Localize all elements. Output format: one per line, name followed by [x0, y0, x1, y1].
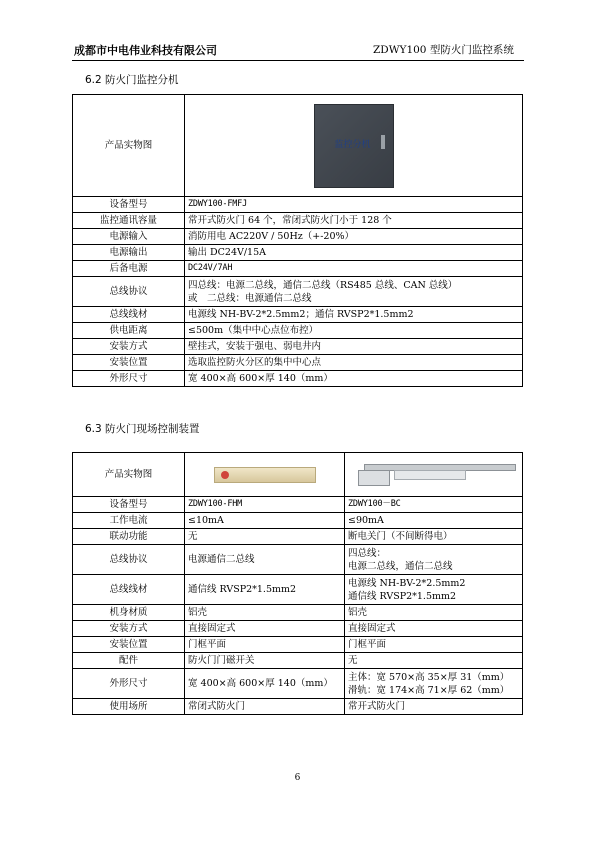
- table-row: [73, 529, 523, 545]
- table-row: [73, 323, 523, 339]
- row-value-line1: 主体：宽 570×高 35×厚 31（mm）: [348, 671, 510, 683]
- table-row: [73, 513, 523, 529]
- table-row: [73, 213, 523, 229]
- row-value-b: 门框平面: [345, 637, 523, 653]
- table-row: [73, 339, 523, 355]
- door-closer-image: [354, 460, 514, 490]
- row-label: 外形尺寸: [73, 669, 185, 699]
- table-row: [73, 307, 523, 323]
- row-value-a: 直接固定式: [185, 621, 345, 637]
- monitor-cabinet-image: [314, 104, 394, 188]
- table-row: [73, 669, 523, 699]
- table-row: [73, 245, 523, 261]
- row-value-b: 铝壳: [345, 605, 523, 621]
- spec-table-monitor-unit: [72, 94, 523, 387]
- cabinet-label: 监控分机: [334, 139, 371, 150]
- page-number: 6: [294, 773, 301, 783]
- table-row: [73, 637, 523, 653]
- product-image-cell: [185, 95, 523, 197]
- system-name: ZDWY100 型防火门监控系统: [373, 44, 514, 56]
- row-value-b: 直接固定式: [345, 621, 523, 637]
- row-value: 宽 400×高 600×厚 140（mm）: [185, 371, 523, 387]
- table-row: [73, 621, 523, 637]
- fhm-logo-dot: [221, 471, 229, 479]
- row-label: 安装位置: [73, 637, 185, 653]
- row-value: 常开式防火门 64 个，常闭式防火门小于 128 个: [185, 213, 523, 229]
- table-row: [73, 371, 523, 387]
- row-value: 壁挂式，安装于强电、弱电井内: [185, 339, 523, 355]
- row-label: 联动功能: [73, 529, 185, 545]
- closer-rail: [394, 470, 466, 480]
- row-value: 选取监控防火分区的集中中心点: [185, 355, 523, 371]
- row-value-b: 无: [345, 653, 523, 669]
- row-label: 设备型号: [73, 197, 185, 213]
- row-value-b: 断电关门（不间断得电）: [345, 529, 523, 545]
- row-value-a: 门框平面: [185, 637, 345, 653]
- row-value: ZDWY100-FMFJ: [185, 197, 523, 213]
- image-row-label: 产品实物图: [73, 95, 185, 197]
- row-label: 安装方式: [73, 339, 185, 355]
- row-value-line1: 四总线：电源二总线，通信二总线（RS485 总线、CAN 总线）: [188, 279, 458, 291]
- row-value: 电源线 NH-BV-2*2.5mm2；通信 RVSP2*1.5mm2: [185, 307, 523, 323]
- row-value-b: [345, 669, 523, 699]
- row-value-a: 防火门门磁开关: [185, 653, 345, 669]
- table-row: [73, 605, 523, 621]
- row-label: 配件: [73, 653, 185, 669]
- row-value-line2: 或 二总线：电源通信二总线: [188, 292, 312, 304]
- row-value-a: 铝壳: [185, 605, 345, 621]
- table-row: [73, 197, 523, 213]
- row-value-a: 无: [185, 529, 345, 545]
- table-row: [73, 653, 523, 669]
- section-heading-6-2: 6.2 防火门监控分机: [85, 74, 179, 86]
- row-label: 总线协议: [73, 277, 185, 307]
- table-row: [73, 355, 523, 371]
- table-row: [73, 277, 523, 307]
- table-row: [73, 95, 523, 197]
- table-row: [73, 453, 523, 497]
- row-value-b: 常开式防火门: [345, 699, 523, 715]
- row-value-b: ≤90mA: [345, 513, 523, 529]
- row-value: 输出 DC24V/15A: [185, 245, 523, 261]
- row-value: ≤500m（集中中心点位布控）: [185, 323, 523, 339]
- row-value: DC24V/7AH: [185, 261, 523, 277]
- product-image-cell: [185, 453, 345, 497]
- row-value-line2: 滑轨：宽 174×高 71×厚 62（mm）: [348, 684, 510, 696]
- row-value-b: ZDWY100－BC: [345, 497, 523, 513]
- row-value: [185, 277, 523, 307]
- row-label: 外形尺寸: [73, 371, 185, 387]
- row-label: 后备电源: [73, 261, 185, 277]
- table-row: [73, 229, 523, 245]
- section-heading-6-3: 6.3 防火门现场控制装置: [85, 423, 200, 435]
- row-label: 电源输入: [73, 229, 185, 245]
- row-value-b: [345, 545, 523, 575]
- image-row-label: 产品实物图: [73, 453, 185, 497]
- row-label: 监控通讯容量: [73, 213, 185, 229]
- header-divider: [72, 60, 524, 61]
- row-label: 使用场所: [73, 699, 185, 715]
- row-value-line2: 电源二总线，通信二总线: [348, 560, 453, 572]
- row-value-a: 电源通信二总线: [185, 545, 345, 575]
- fhm-device-image: [214, 467, 316, 483]
- row-label: 安装方式: [73, 621, 185, 637]
- cabinet-handle: [381, 135, 385, 149]
- row-value-a: ZDWY100-FHM: [185, 497, 345, 513]
- row-value-a: 通信线 RVSP2*1.5mm2: [185, 575, 345, 605]
- row-label: 安装位置: [73, 355, 185, 371]
- row-value-a: ≤10mA: [185, 513, 345, 529]
- product-image-cell: [345, 453, 523, 497]
- row-value-line1: 四总线：: [348, 547, 387, 559]
- table-row: [73, 575, 523, 605]
- row-value-a: 常闭式防火门: [185, 699, 345, 715]
- row-value-line1: 电源线 NH-BV-2*2.5mm2: [348, 577, 466, 589]
- company-name: 成都市中电伟业科技有限公司: [74, 44, 217, 57]
- row-value-b: [345, 575, 523, 605]
- row-label: 工作电流: [73, 513, 185, 529]
- row-label: 总线协议: [73, 545, 185, 575]
- spec-table-field-control: [72, 452, 523, 715]
- table-row: [73, 261, 523, 277]
- table-row: [73, 545, 523, 575]
- row-label: 供电距离: [73, 323, 185, 339]
- row-label: 总线线材: [73, 575, 185, 605]
- row-label: 机身材质: [73, 605, 185, 621]
- row-value-line2: 通信线 RVSP2*1.5mm2: [348, 590, 457, 602]
- row-value: 消防用电 AC220V / 50Hz（+-20%）: [185, 229, 523, 245]
- row-label: 电源输出: [73, 245, 185, 261]
- table-row: [73, 699, 523, 715]
- row-label: 设备型号: [73, 497, 185, 513]
- row-value-a: 宽 400×高 600×厚 140（mm）: [185, 669, 345, 699]
- table-row: [73, 497, 523, 513]
- closer-body: [358, 470, 390, 486]
- row-label: 总线线材: [73, 307, 185, 323]
